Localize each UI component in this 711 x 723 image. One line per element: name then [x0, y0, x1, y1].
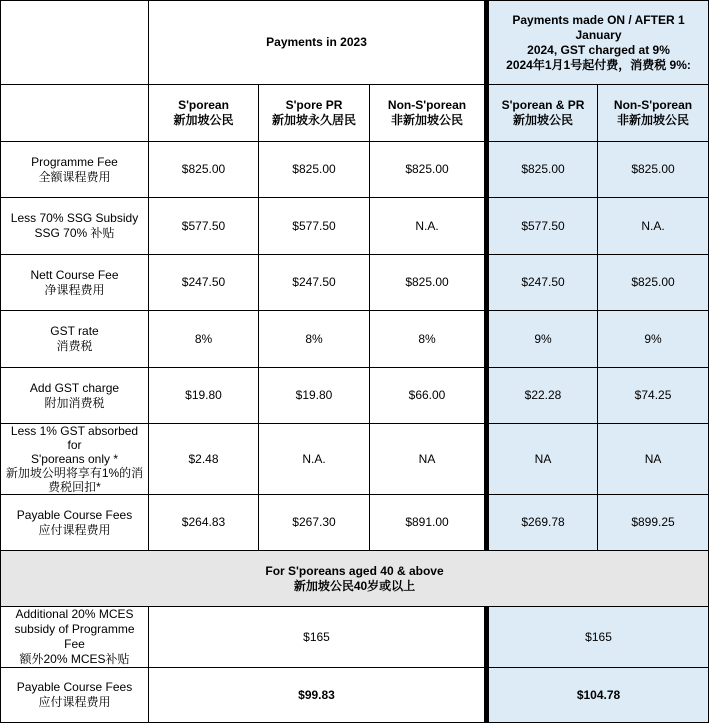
table-row-payable-fees	[1, 495, 709, 551]
row-label-zh: 应付课程费用	[38, 695, 111, 709]
row-label	[1, 142, 149, 198]
table-row-ssg-subsidy	[1, 198, 709, 255]
table-row-gst-absorbed	[1, 424, 709, 495]
header-row-columns	[1, 85, 709, 142]
value-cell: $269.78	[487, 495, 598, 551]
value-cell: $825.00	[487, 142, 598, 198]
value-cell: $66.00	[370, 368, 487, 424]
value-cell: $899.25	[598, 495, 709, 551]
value-cell: $825.00	[259, 142, 370, 198]
row-label-line: Less 1% GST absorbed for	[10, 424, 139, 452]
row-label	[1, 424, 149, 495]
value-cell: $577.50	[259, 198, 370, 255]
column-header-zh: 新加坡公民	[173, 113, 234, 127]
value-cell: 8%	[259, 311, 370, 368]
row-label	[1, 495, 149, 551]
mces-2024-value: $165	[487, 607, 709, 668]
value-cell: N.A.	[259, 424, 370, 495]
column-header-en: Non-S'porean	[613, 98, 693, 112]
value-cell: $825.00	[370, 142, 487, 198]
value-cell: 8%	[149, 311, 259, 368]
value-cell: $74.25	[598, 368, 709, 424]
table-row-gst-charge	[1, 368, 709, 424]
row-label	[1, 311, 149, 368]
row-label	[1, 668, 149, 723]
value-cell: NA	[487, 424, 598, 495]
value-cell: $577.50	[487, 198, 598, 255]
row-label-en: Programme Fee	[31, 154, 118, 169]
row-label-en: Payable Course Fees	[16, 507, 133, 522]
mces-2023-value: $165	[149, 607, 487, 668]
value-cell: 9%	[487, 311, 598, 368]
payments-2024-header-line1: Payments made ON / AFTER 1 January	[512, 12, 685, 42]
column-header-sporean	[149, 85, 259, 142]
column-header-non-sporean-2024	[598, 85, 709, 142]
row-label-zh: SSG 70% 补贴	[34, 226, 115, 240]
empty-corner-cell	[1, 1, 149, 85]
value-cell: NA	[598, 424, 709, 495]
column-header-non-sporean	[370, 85, 487, 142]
value-cell: $267.30	[259, 495, 370, 551]
row-label-en: Add GST charge	[29, 380, 120, 395]
row-label-zh: 消费税	[56, 339, 93, 353]
age40-payable-2024-value: $104.78	[487, 668, 709, 723]
table-row-programme-fee	[1, 142, 709, 198]
column-header-en: S'porean	[178, 98, 229, 112]
row-label	[1, 198, 149, 255]
payments-2023-header: Payments in 2023	[149, 1, 487, 85]
row-label-line: 新加坡公明将享有1%的消	[5, 466, 144, 480]
value-cell: $19.80	[149, 368, 259, 424]
value-cell: $577.50	[149, 198, 259, 255]
value-cell: $891.00	[370, 495, 487, 551]
value-cell: NA	[370, 424, 487, 495]
row-label-zh: 净课程费用	[44, 282, 105, 297]
payments-2024-header-line2: 2024, GST charged at 9%	[527, 42, 670, 57]
column-header-zh: 非新加坡公民	[617, 113, 690, 127]
row-label-line: 额外20% MCES补贴	[19, 652, 130, 666]
column-header-spore-pr	[259, 85, 370, 142]
column-header-zh: 新加坡公民	[513, 113, 574, 127]
row-label-zh: 附加消费税	[44, 395, 105, 410]
row-label-en: GST rate	[50, 324, 99, 338]
row-label-zh: 应付课程费用	[38, 522, 111, 537]
value-cell: $247.50	[487, 255, 598, 311]
value-cell: $247.50	[259, 255, 370, 311]
value-cell: N.A.	[370, 198, 487, 255]
age40-title-zh: 新加坡公民40岁或以上	[293, 578, 416, 593]
row-label	[1, 607, 149, 668]
header-row-groups	[1, 1, 709, 85]
payments-2024-header-line3: 2024年1月1号起付费，消费税 9%:	[506, 57, 691, 72]
value-cell: $825.00	[149, 142, 259, 198]
column-header-en: S'porean & PR	[501, 98, 585, 112]
value-cell: $825.00	[598, 142, 709, 198]
column-header-zh: 新加坡永久居民	[271, 113, 356, 127]
row-label	[1, 255, 149, 311]
value-cell: $825.00	[598, 255, 709, 311]
value-cell: $247.50	[149, 255, 259, 311]
row-label-line: 费税回扣*	[48, 480, 101, 494]
column-header-en: S'pore PR	[285, 98, 343, 112]
value-cell: 9%	[598, 311, 709, 368]
payments-2024-header	[487, 1, 709, 85]
row-label-en: Payable Course Fees	[16, 680, 133, 694]
value-cell: $825.00	[370, 255, 487, 311]
value-cell: $2.48	[149, 424, 259, 495]
row-label-line: subsidy of Programme Fee	[14, 622, 135, 651]
table-row-nett-course-fee	[1, 255, 709, 311]
row-label-en: Less 70% SSG Subsidy	[10, 211, 139, 225]
age40-payable-2023-value: $99.83	[149, 668, 487, 723]
section-row-age40	[1, 551, 709, 607]
table-row-age40-payable	[1, 668, 709, 723]
row-label-zh: 全额课程费用	[38, 169, 111, 184]
value-cell: $264.83	[149, 495, 259, 551]
row-label-line: S'poreans only *	[30, 452, 118, 466]
value-cell: N.A.	[598, 198, 709, 255]
row-label-line: Additional 20% MCES	[15, 607, 134, 621]
row-label	[1, 368, 149, 424]
column-header-en: Non-S'porean	[387, 98, 467, 112]
table-row-gst-rate	[1, 311, 709, 368]
value-cell: $19.80	[259, 368, 370, 424]
age40-title-en: For S'poreans aged 40 & above	[265, 563, 444, 578]
row-label-en: Nett Course Fee	[30, 267, 119, 282]
column-header-zh: 非新加坡公民	[391, 113, 464, 127]
empty-label-header-cell	[1, 85, 149, 142]
table-row-mces-subsidy	[1, 607, 709, 668]
value-cell: $22.28	[487, 368, 598, 424]
value-cell: 8%	[370, 311, 487, 368]
age40-section-title	[1, 551, 709, 607]
column-header-sporean-pr-2024	[487, 85, 598, 142]
